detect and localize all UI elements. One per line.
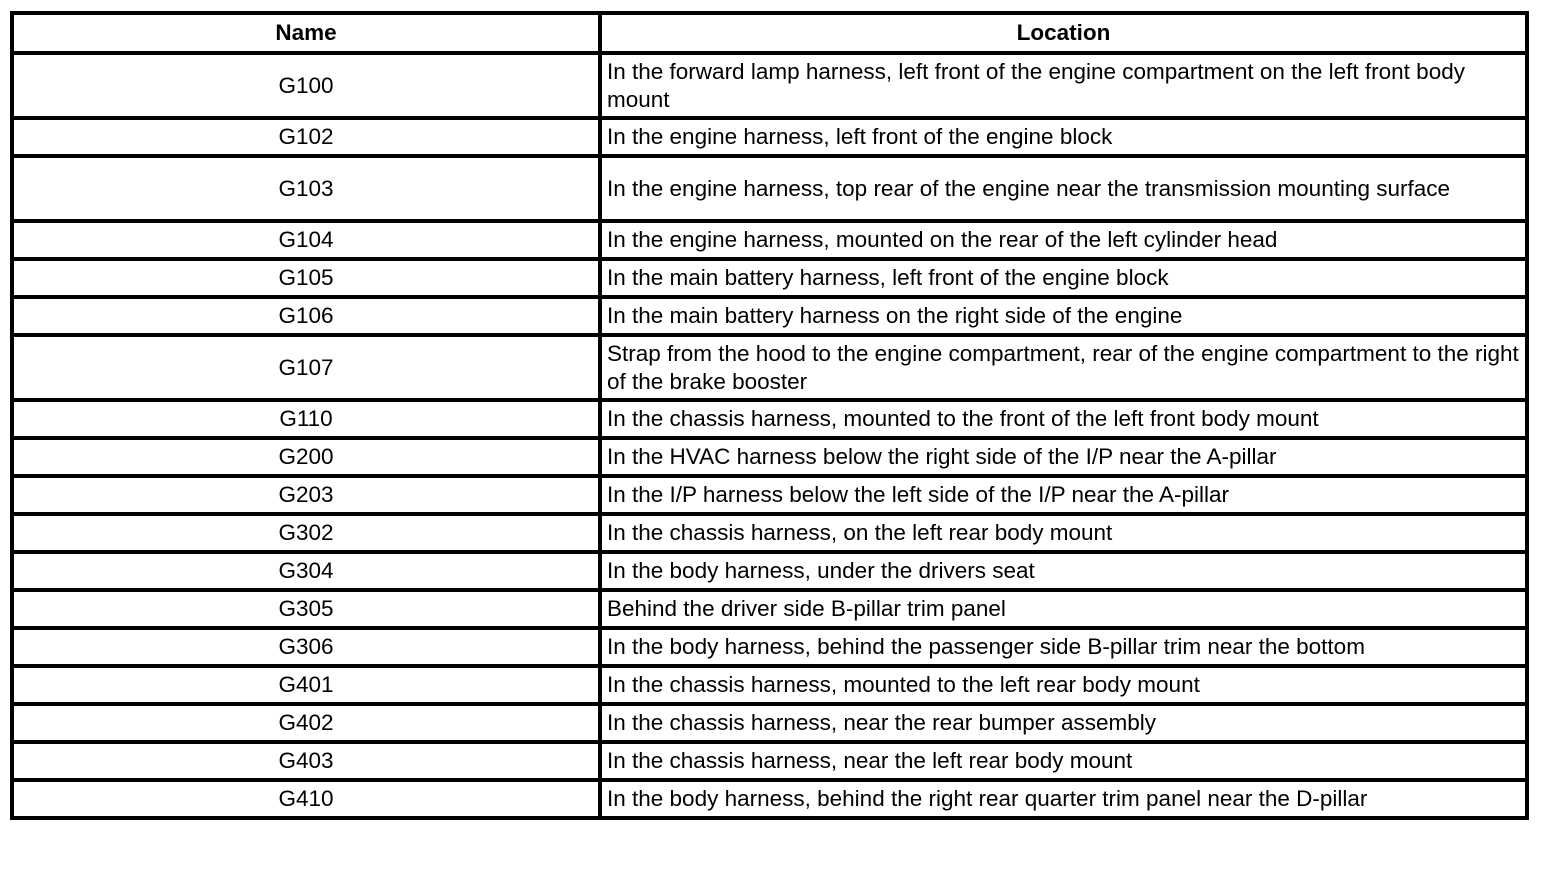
table-row <box>12 335 1527 400</box>
table-row <box>12 552 1527 590</box>
ground-location-cell: In the chassis harness, on the left rear body mount <box>600 514 1527 552</box>
ground-name-cell: G402 <box>12 704 600 742</box>
table-row <box>12 259 1527 297</box>
ground-location-cell: In the main battery harness on the right side of the engine <box>600 297 1527 335</box>
ground-location-cell: In the chassis harness, near the rear bumper assembly <box>600 704 1527 742</box>
ground-name-cell: G306 <box>12 628 600 666</box>
ground-name-cell: G100 <box>12 53 600 118</box>
table-row <box>12 666 1527 704</box>
ground-location-cell: In the I/P harness below the left side of the I/P near the A-pillar <box>600 476 1527 514</box>
ground-name-cell: G401 <box>12 666 600 704</box>
ground-name-cell: G305 <box>12 590 600 628</box>
ground-name-cell: G107 <box>12 335 600 400</box>
table-row <box>12 742 1527 780</box>
ground-name-cell: G203 <box>12 476 600 514</box>
table-row <box>12 53 1527 118</box>
table-row <box>12 438 1527 476</box>
table-row <box>12 156 1527 221</box>
ground-name-cell: G110 <box>12 400 600 438</box>
ground-name-cell: G104 <box>12 221 600 259</box>
table-row <box>12 221 1527 259</box>
ground-name-cell: G105 <box>12 259 600 297</box>
table-row <box>12 590 1527 628</box>
ground-locations-table <box>10 11 1529 820</box>
table-row <box>12 704 1527 742</box>
ground-location-cell: In the body harness, under the drivers seat <box>600 552 1527 590</box>
ground-location-cell: In the engine harness, left front of the engine block <box>600 118 1527 156</box>
table-row <box>12 628 1527 666</box>
ground-location-cell: In the chassis harness, mounted to the front of the left front body mount <box>600 400 1527 438</box>
ground-location-cell: In the main battery harness, left front of the engine block <box>600 259 1527 297</box>
table-row <box>12 514 1527 552</box>
table-row <box>12 400 1527 438</box>
table-row <box>12 476 1527 514</box>
ground-location-cell: In the body harness, behind the passenger side B-pillar trim near the bottom <box>600 628 1527 666</box>
ground-location-cell: In the body harness, behind the right rear quarter trim panel near the D-pillar <box>600 780 1527 818</box>
ground-name-cell: G106 <box>12 297 600 335</box>
ground-name-cell: G302 <box>12 514 600 552</box>
ground-location-cell: In the engine harness, mounted on the rear of the left cylinder head <box>600 221 1527 259</box>
table-row <box>12 780 1527 818</box>
ground-location-cell: In the engine harness, top rear of the engine near the transmission mounting surface <box>600 156 1527 221</box>
ground-name-cell: G403 <box>12 742 600 780</box>
column-header-name: Name <box>12 13 600 53</box>
ground-location-cell: In the chassis harness, near the left rear body mount <box>600 742 1527 780</box>
ground-name-cell: G200 <box>12 438 600 476</box>
ground-location-cell: Strap from the hood to the engine compartment, rear of the engine compartment to the right of the brake booster <box>600 335 1527 400</box>
ground-location-cell: In the forward lamp harness, left front of the engine compartment on the left front body mount <box>600 53 1527 118</box>
column-header-location: Location <box>600 13 1527 53</box>
ground-location-cell: In the HVAC harness below the right side of the I/P near the A-pillar <box>600 438 1527 476</box>
ground-location-cell: Behind the driver side B-pillar trim panel <box>600 590 1527 628</box>
ground-locations-table-container <box>10 11 1529 820</box>
ground-location-cell: In the chassis harness, mounted to the left rear body mount <box>600 666 1527 704</box>
table-header-row <box>12 13 1527 53</box>
ground-name-cell: G103 <box>12 156 600 221</box>
ground-name-cell: G304 <box>12 552 600 590</box>
table-row <box>12 118 1527 156</box>
table-row <box>12 297 1527 335</box>
ground-name-cell: G410 <box>12 780 600 818</box>
ground-name-cell: G102 <box>12 118 600 156</box>
